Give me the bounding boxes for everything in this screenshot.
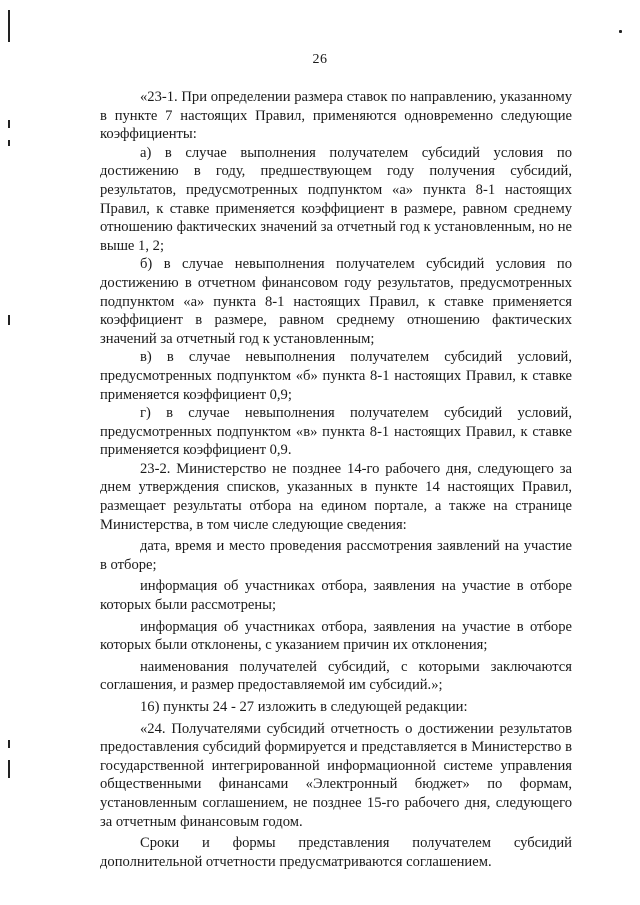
paragraph-list-reviewed: информация об участниках отбора, заявления на участие в отборе которых были рассмотрены; — [100, 578, 572, 614]
paragraph-23-2: 23-2. Министерство не позднее 14-го рабочего дня, следующего за днем утверждения списков, указанных в пункте 14 настоящих Правил, размещает результаты отбора на едином портале, а также на странице Министерства, в том числе следующие сведения: — [100, 460, 572, 533]
paragraph-additional-reporting: Сроки и формы представления получателем субсидий дополнительной отчетности предусматриваются соглашением. — [100, 835, 572, 870]
paragraph-23-1: «23-1. При определении размера ставок по направлению, указанному в пункте 7 настоящих Правил, применяются одновременно следующие коэффициенты: — [100, 89, 572, 143]
paragraph-24: «24. Получателями субсидий отчетность о достижении результатов предоставления субсидий формируется и представляется в Министерство в государственной интегрированной информационной системе управления общественными финансами «Электронный бюджет» по формам, установленным соглашением, не позднее 15-го рабочего дня, следующего за отчетным финансовым годом. — [100, 720, 572, 830]
scan-margin-mark — [8, 120, 10, 128]
scan-margin-mark — [8, 10, 10, 42]
paragraph-list-rejected: информация об участниках отбора, заявления на участие в отборе которых были отклонены, с указанием причин их отклонения; — [100, 618, 572, 654]
scan-margin-mark — [8, 140, 10, 146]
scan-margin-mark — [8, 315, 10, 325]
page-number: 26 — [312, 52, 328, 67]
paragraph-item-16: 16) пункты 24 - 27 изложить в следующей редакции: — [140, 699, 468, 715]
paragraph-item-v: в) в случае невыполнения получателем субсидий условий, предусмотренных подпунктом «б» пункта 8-1 настоящих Правил, к ставке применяется коэффициент 0,9; — [100, 349, 572, 403]
scan-margin-mark — [8, 740, 10, 748]
paragraph-item-b: б) в случае невыполнения получателем субсидий условия по достижению в отчетном финансовом году результатов, предусмотренных подпунктом «а» пункта 8-1 настоящих Правил, к ставке применяется коэффициент в размере, равном среднему отношению фактических значений за отчетный год к установленным; — [100, 256, 572, 347]
paragraph-list-date: дата, время и место проведения рассмотрения заявлений на участие в отборе; — [100, 538, 572, 573]
document-body — [100, 88, 572, 871]
scan-speck — [619, 30, 622, 33]
paragraph-item-a: а) в случае выполнения получателем субсидий условия по достижению в году, предшествующем году получения субсидий, результатов, предусмотренных подпунктом «а» пункта 8-1 настоящих Правил, к ставке применяется коэффициент в размере, равном среднему отношению фактических значений за отчетный год к установленным, но не выше 1, 2; — [100, 144, 572, 254]
paragraph-list-recipients: наименования получателей субсидий, с которыми заключаются соглашения, и размер предоставляемой им субсидий.»; — [100, 658, 572, 694]
paragraph-item-g: г) в случае невыполнения получателем субсидий условий, предусмотренных подпунктом «в» пункта 8-1 настоящих Правил, к ставке применяется коэффициент 0,9. — [100, 405, 572, 459]
scan-margin-mark — [8, 760, 10, 778]
